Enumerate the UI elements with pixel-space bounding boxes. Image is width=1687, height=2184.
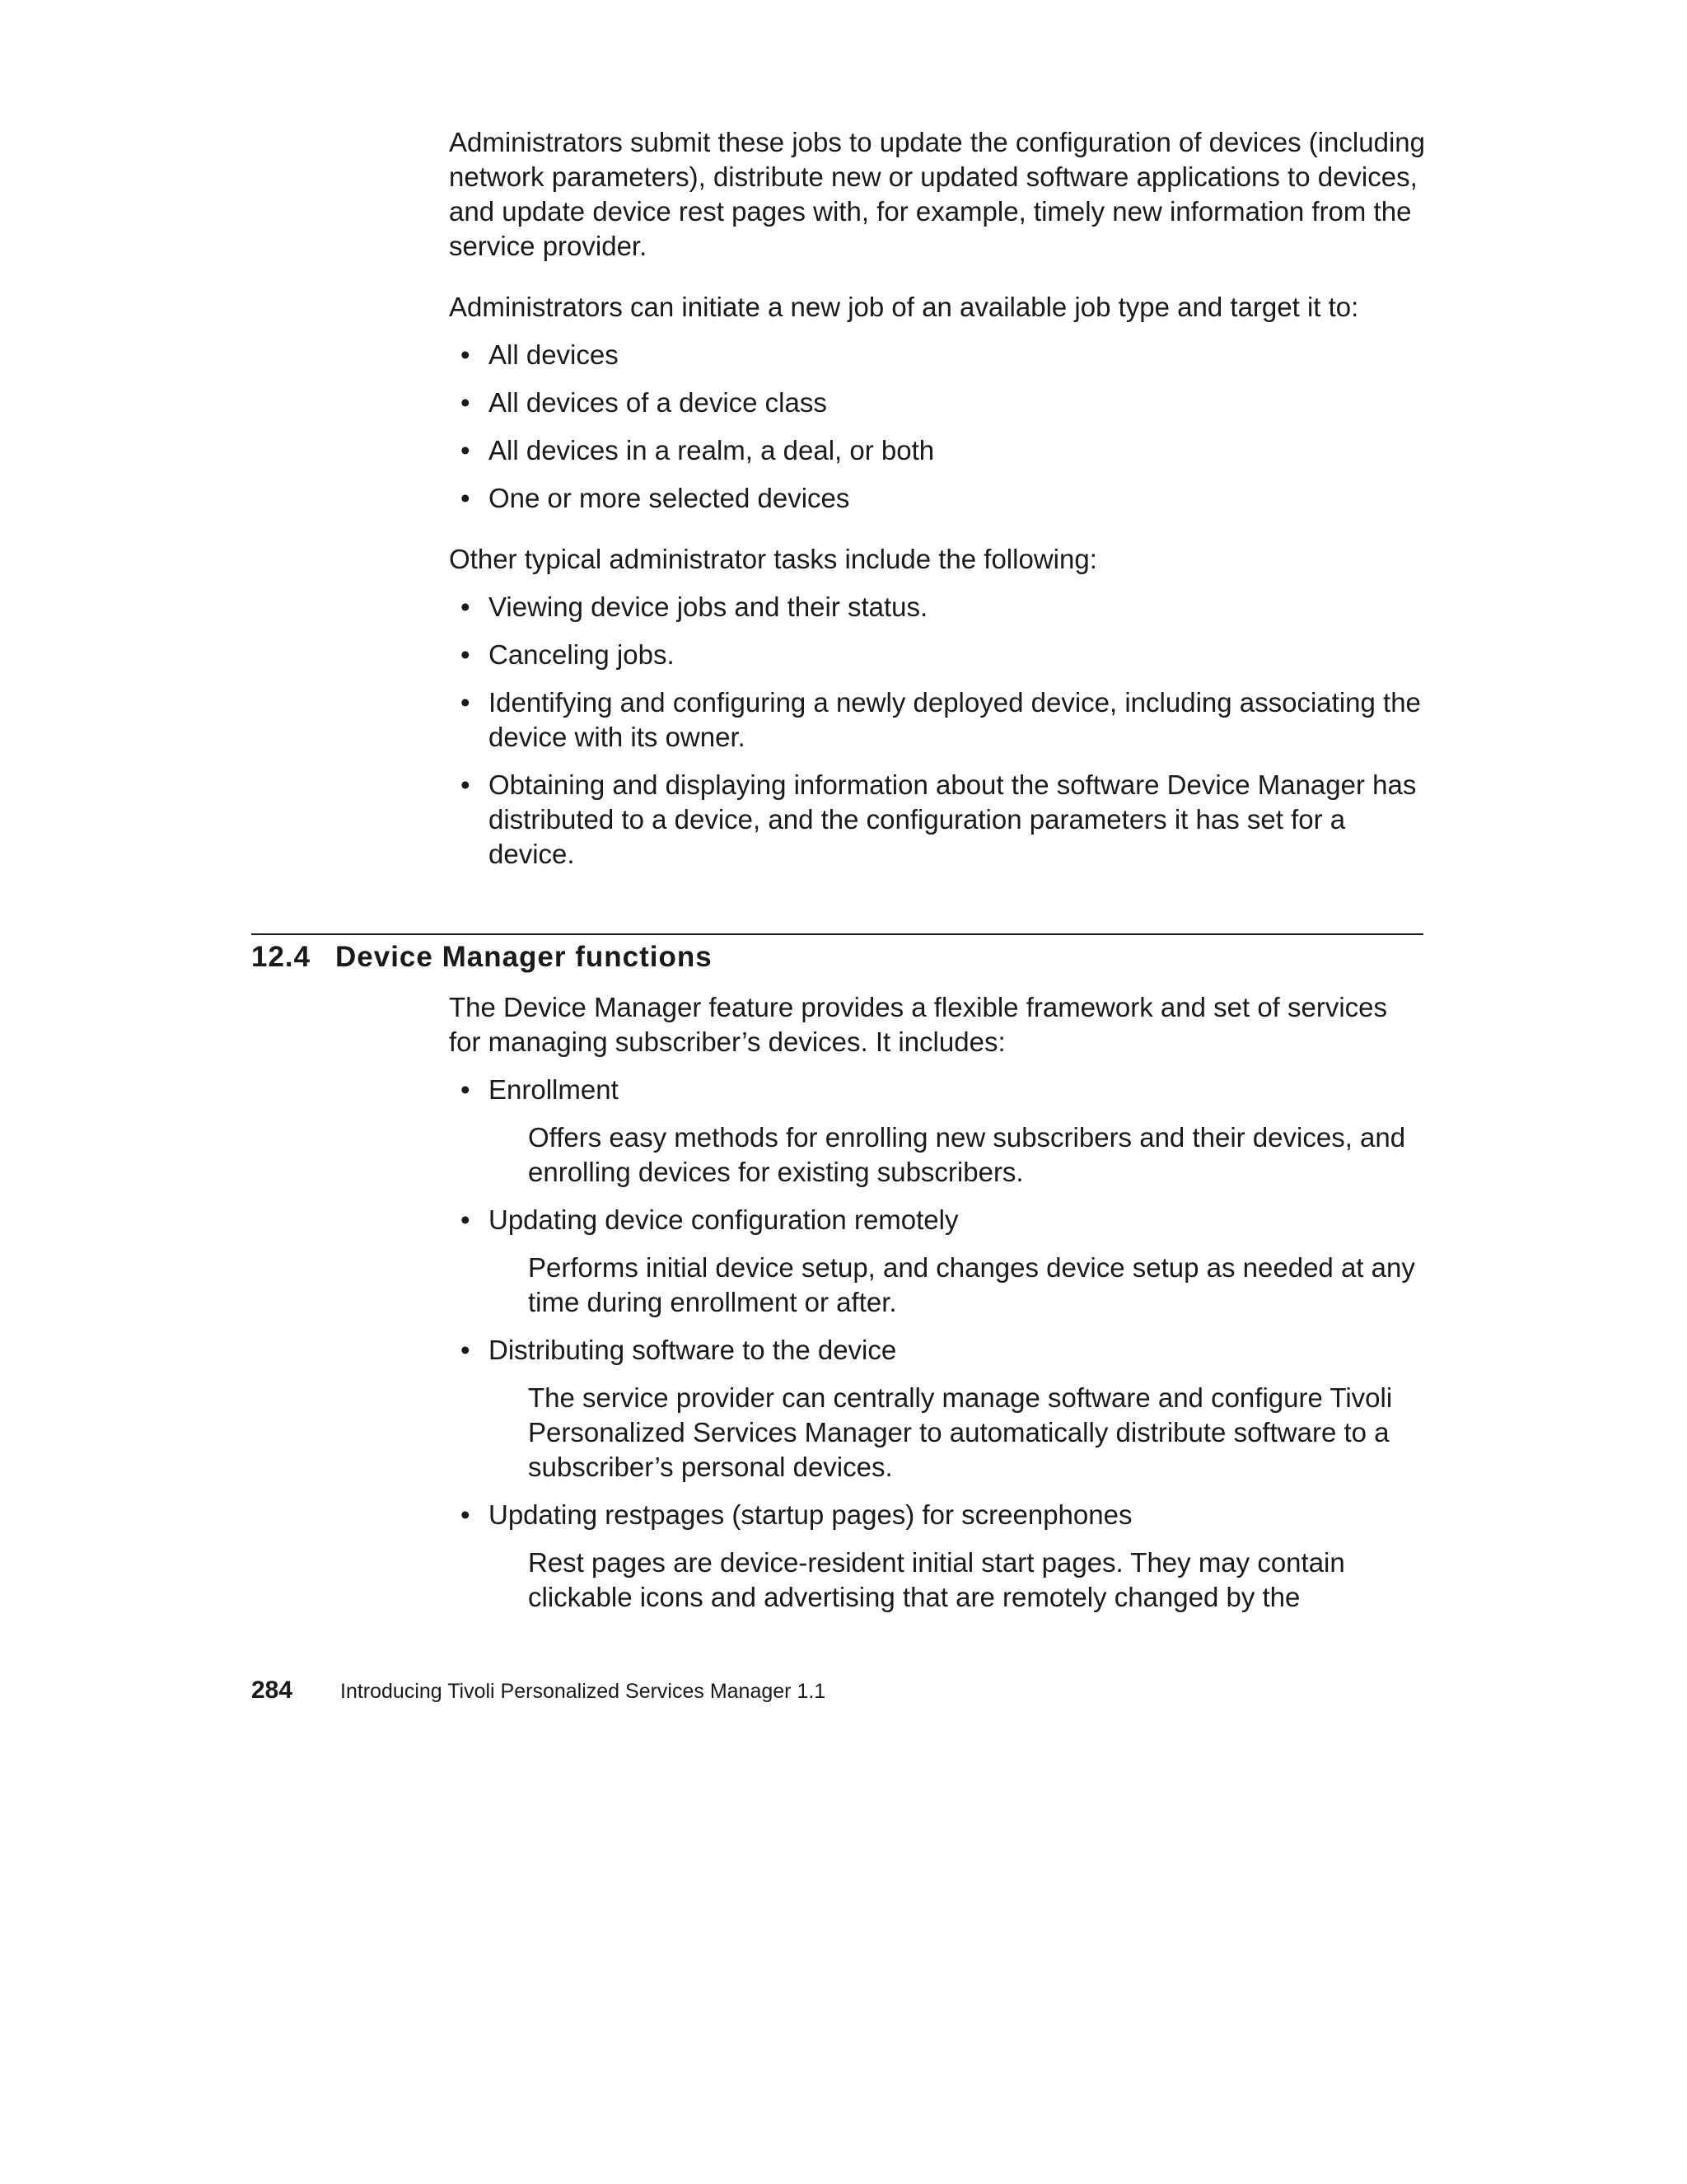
section-number: 12.4	[251, 941, 311, 973]
intro-paragraph-targets: Administrators can initiate a new job of an available job type and target it to:	[449, 292, 1359, 322]
list-item: • All devices of a device class	[449, 386, 1425, 420]
function-name: Enrollment	[488, 1074, 619, 1105]
page-footer	[251, 1677, 825, 1705]
page-number: 284	[251, 1677, 293, 1704]
list-item	[449, 1073, 1425, 1190]
function-list	[449, 1073, 1425, 1615]
bullet-icon: •	[460, 387, 470, 418]
bullet-icon: •	[460, 483, 470, 513]
list-item	[449, 1498, 1425, 1615]
list-item	[449, 1333, 1425, 1485]
intro-paragraph-jobs: Administrators submit these jobs to update the configuration of devices (including network parameters), distribute new or updated software applications to devices, and update device rest pages with, for example, timely new information from the service provider.	[449, 127, 1425, 261]
bullet-icon: •	[460, 687, 470, 718]
book-title: Introducing Tivoli Personalized Services Manager 1.1	[340, 1680, 826, 1703]
task-list	[449, 590, 1425, 872]
intro-body	[449, 125, 1425, 898]
section-divider	[251, 933, 1423, 935]
list-item: • Canceling jobs.	[449, 638, 1425, 672]
function-description: Rest pages are device-resident initial start pages. They may contain clickable icons and advertising that are remotely changed by the	[528, 1547, 1345, 1612]
target-list	[449, 338, 1425, 516]
function-name: Updating device configuration remotely	[488, 1204, 959, 1235]
list-item: • Obtaining and displaying information about the software Device Manager has distributed to a device, and the configuration parameters it has set for a device.	[460, 769, 1417, 869]
bullet-icon: •	[460, 639, 470, 670]
function-description: The service provider can centrally manage software and configure Tivoli Personalized Services Manager to automatically distribute software to a subscriber’s personal devices.	[528, 1382, 1393, 1482]
function-name: Distributing software to the device	[488, 1335, 897, 1365]
section-heading	[251, 938, 713, 977]
list-item: • One or more selected devices	[449, 481, 1425, 516]
bullet-icon: •	[460, 1204, 470, 1235]
function-description: Performs initial device setup, and changes device setup as needed at any time during enrollment or after.	[528, 1252, 1415, 1317]
function-description: Offers easy methods for enrolling new subscribers and their devices, and enrolling devices for existing subscribers.	[528, 1122, 1406, 1187]
list-item: • Viewing device jobs and their status.	[449, 590, 1425, 624]
bullet-icon: •	[460, 435, 470, 465]
bullet-icon: •	[460, 769, 470, 800]
section-body	[449, 990, 1425, 1641]
bullet-icon: •	[460, 592, 470, 622]
list-item: • All devices	[449, 338, 1425, 372]
bullet-icon: •	[460, 339, 470, 370]
function-name: Updating restpages (startup pages) for screenphones	[488, 1499, 1133, 1530]
bullet-icon: •	[460, 1074, 470, 1105]
intro-paragraph-tasks: Other typical administrator tasks include the following:	[449, 544, 1097, 574]
list-item	[449, 1203, 1425, 1320]
section-title: Device Manager functions	[335, 941, 713, 973]
bullet-icon: •	[460, 1499, 470, 1530]
list-item: • All devices in a realm, a deal, or both	[449, 433, 1425, 468]
bullet-icon: •	[460, 1335, 470, 1365]
list-item: • Identifying and configuring a newly deployed device, including associating the device with its owner.	[460, 687, 1421, 752]
section-intro: The Device Manager feature provides a flexible framework and set of services for managing subscriber’s devices. It includes:	[449, 992, 1388, 1057]
